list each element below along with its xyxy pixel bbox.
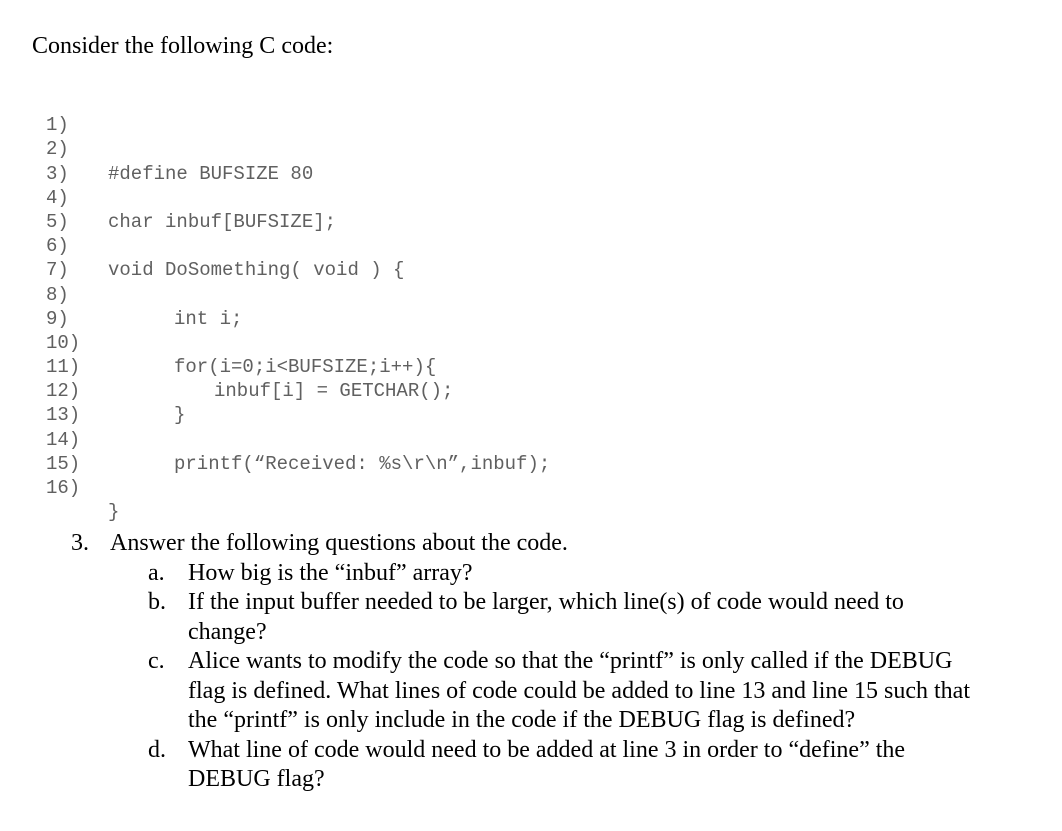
line-number: 15) bbox=[46, 452, 81, 475]
code-text: int i; bbox=[174, 307, 243, 330]
line-number: 2) bbox=[46, 138, 69, 161]
sub-question-text bbox=[188, 736, 1048, 795]
line-number: 13) bbox=[46, 404, 81, 427]
sub-question-b bbox=[0, 588, 1062, 647]
code-text: } bbox=[174, 404, 186, 427]
line-number: 3) bbox=[46, 162, 69, 185]
line-number: 7) bbox=[46, 259, 69, 282]
sub-question-letter: d. bbox=[148, 736, 166, 763]
sub-question-line: DEBUG flag? bbox=[188, 766, 325, 792]
code-text: char inbuf[BUFSIZE]; bbox=[108, 210, 337, 233]
code-text: printf(“Received: %s\r\n”,inbuf); bbox=[174, 452, 551, 475]
question-number: 3. bbox=[71, 530, 89, 556]
code-line bbox=[0, 210, 1062, 282]
question-heading bbox=[0, 529, 1062, 559]
code-text: for(i=0;i<BUFSIZE;i++){ bbox=[174, 356, 437, 379]
line-number: 12) bbox=[46, 380, 81, 403]
sub-question-a bbox=[0, 559, 1062, 589]
line-number: 4) bbox=[46, 186, 69, 209]
sub-question-text bbox=[188, 647, 1048, 736]
line-number: 11) bbox=[46, 356, 81, 379]
code-line bbox=[0, 162, 1062, 233]
code-line bbox=[0, 452, 1062, 524]
code-line bbox=[0, 89, 1062, 137]
sub-question-line: What line of code would need to be added at line 3 in order to “define” the bbox=[188, 736, 906, 763]
intro-text: Consider the following C code: bbox=[32, 33, 334, 59]
sub-question-text bbox=[188, 588, 1048, 647]
line-number: 16) bbox=[46, 477, 81, 500]
sub-question-line: Alice wants to modify the code so that the “printf” is only called if the DEBUG bbox=[188, 648, 953, 674]
sub-question-line: How big is the “inbuf” array? bbox=[188, 559, 473, 586]
line-number: 10) bbox=[46, 331, 81, 354]
line-number: 5) bbox=[46, 210, 69, 233]
sub-question-line: change? bbox=[188, 618, 267, 645]
code-listing bbox=[0, 89, 1062, 524]
sub-question-line: flag is defined. What lines of code could be added to line 13 and line 15 such that bbox=[188, 677, 971, 704]
code-text: void DoSomething( void ) { bbox=[108, 259, 405, 282]
sub-question-letter: a. bbox=[148, 559, 165, 586]
sub-question-text bbox=[188, 559, 1048, 589]
code-text: } bbox=[108, 501, 120, 524]
code-line bbox=[0, 113, 1062, 185]
question-text: Answer the following questions about the code. bbox=[110, 530, 568, 556]
code-line bbox=[0, 379, 1062, 427]
code-text: inbuf[i] = GETCHAR(); bbox=[214, 380, 454, 403]
question-block bbox=[0, 529, 1062, 795]
sub-question-line: the “printf” is only include in the code if the DEBUG flag is defined? bbox=[188, 707, 856, 733]
line-number: 6) bbox=[46, 235, 69, 258]
sub-question-c bbox=[0, 647, 1062, 736]
line-number: 1) bbox=[46, 114, 69, 137]
sub-question-letter: b. bbox=[148, 589, 166, 615]
code-line bbox=[0, 258, 1062, 330]
sub-question-line: If the input buffer needed to be larger, which line(s) of code would need to bbox=[188, 589, 904, 615]
line-number: 8) bbox=[46, 283, 69, 306]
line-number: 14) bbox=[46, 428, 81, 451]
sub-question-letter: c. bbox=[148, 648, 165, 674]
line-number: 9) bbox=[46, 307, 69, 330]
code-text: #define BUFSIZE 80 bbox=[108, 162, 314, 185]
sub-question-d bbox=[0, 736, 1062, 795]
